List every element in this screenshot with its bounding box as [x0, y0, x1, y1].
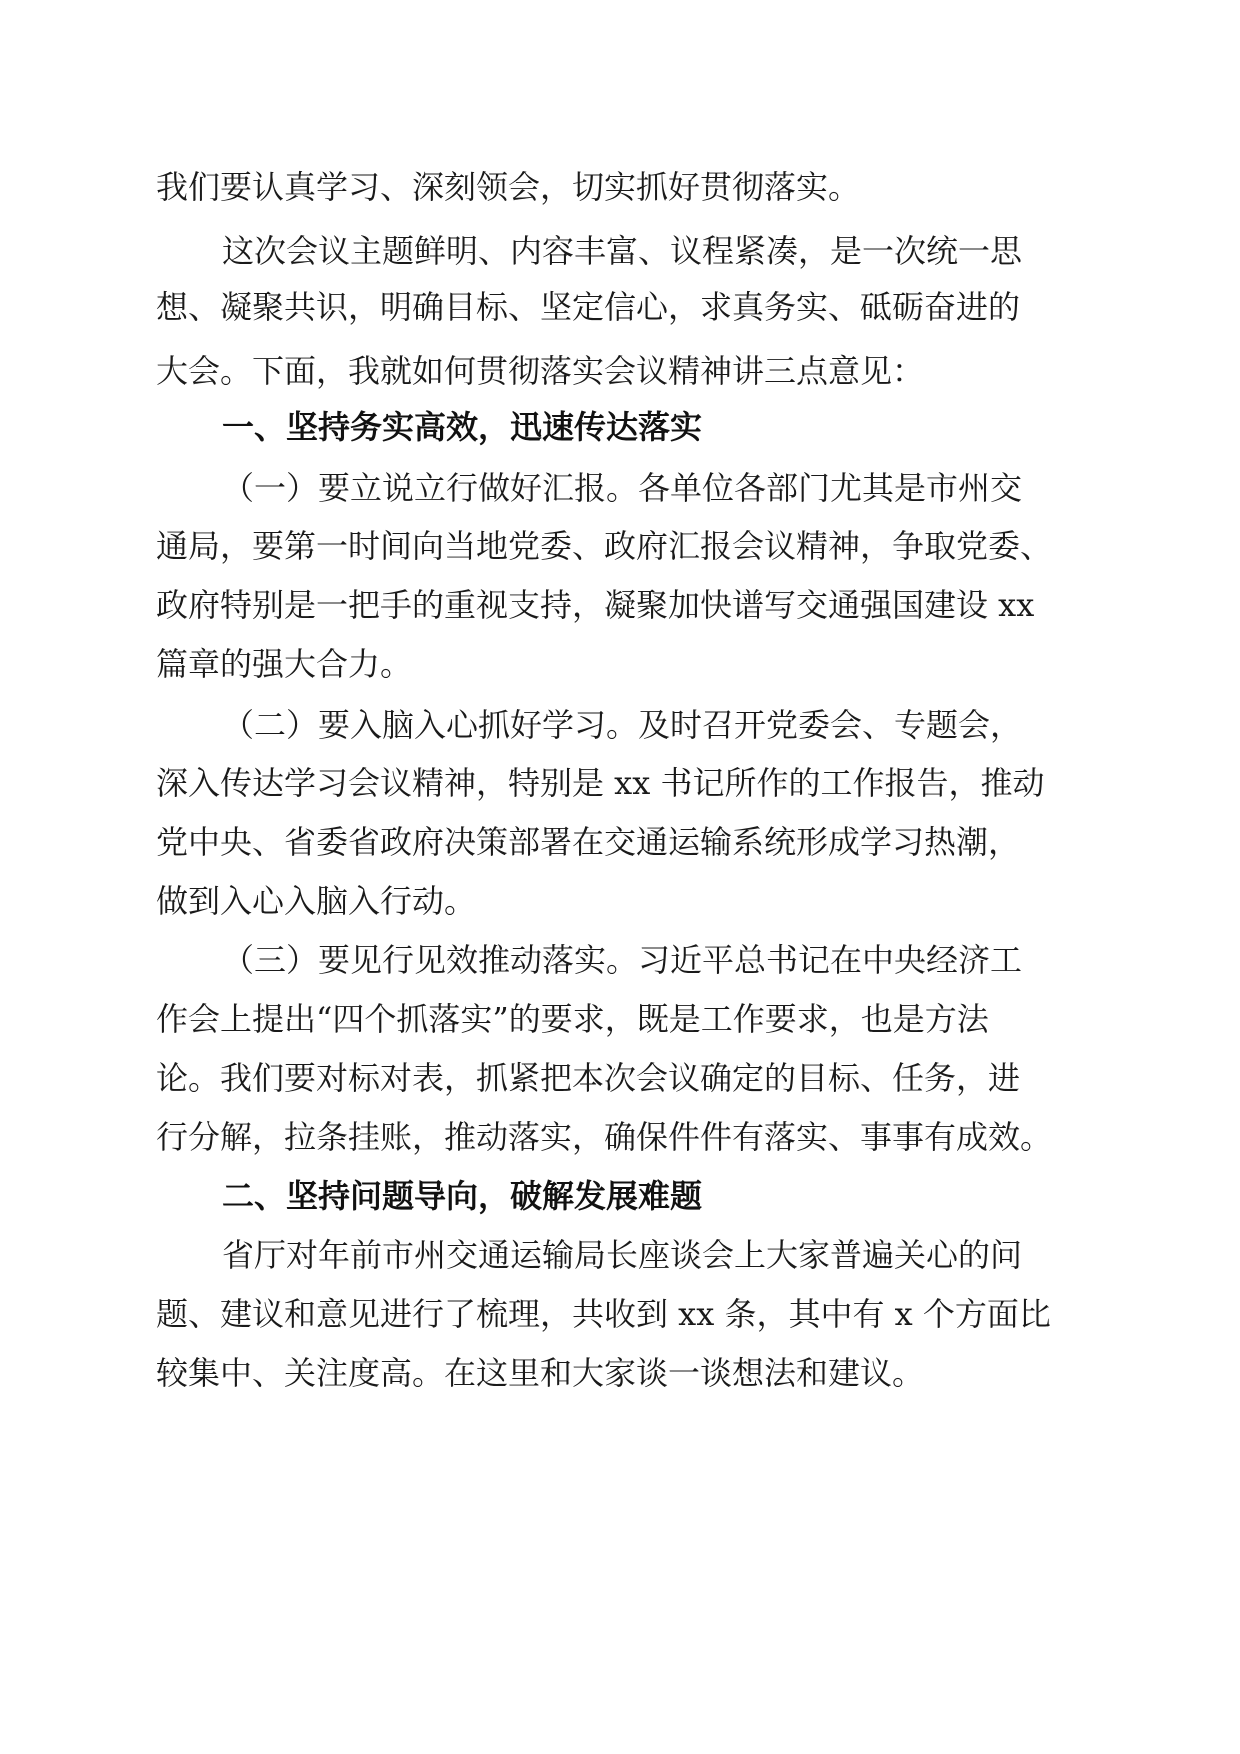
paragraph-line: （二）要入脑入心抓好学习。及时召开党委会、专题会， [222, 706, 1023, 744]
paragraph-line: 党中央、省委省政府决策部署在交通运输系统形成学习热潮， [156, 823, 1021, 861]
paragraph-line: 大会。下面，我就如何贯彻落实会议精神讲三点意见： [156, 352, 925, 390]
paragraph-line: （一）要立说立行做好汇报。各单位各部门尤其是市州交 [222, 469, 1023, 507]
paragraph-line: （三）要见行见效推动落实。习近平总书记在中央经济工 [222, 941, 1023, 979]
paragraph-line: 想、凝聚共识，明确目标、坚定信心，求真务实、砥砺奋进的 [156, 288, 1021, 326]
paragraph-line: 做到入心入脑入行动。 [156, 882, 477, 920]
section-heading: 二、坚持问题导向，破解发展难题 [222, 1177, 703, 1215]
paragraph-line: 这次会议主题鲜明、内容丰富、议程紧凑，是一次统一思 [222, 232, 1023, 270]
paragraph-line: 行分解，拉条挂账，推动落实，确保件件有落实、事事有成效。 [156, 1118, 1053, 1156]
paragraph-line: 论。我们要对标对表，抓紧把本次会议确定的目标、任务，进 [156, 1059, 1021, 1097]
paragraph-line: 深入传达学习会议精神，特别是 xx 书记所作的工作报告，推动 [156, 764, 1045, 802]
section-heading: 一、坚持务实高效，迅速传达落实 [222, 408, 703, 446]
paragraph-line: 通局，要第一时间向当地党委、政府汇报会议精神，争取党委、 [156, 527, 1053, 565]
paragraph-line: 政府特别是一把手的重视支持，凝聚加快谱写交通强国建设 xx [156, 586, 1035, 624]
paragraph-line: 篇章的强大合力。 [156, 645, 413, 683]
paragraph-line: 较集中、关注度高。在这里和大家谈一谈想法和建议。 [156, 1354, 925, 1392]
paragraph-line: 作会上提出“四个抓落实”的要求，既是工作要求，也是方法 [156, 1000, 989, 1038]
paragraph-line: 题、建议和意见进行了梳理，共收到 xx 条，其中有 x 个方面比 [156, 1295, 1051, 1333]
paragraph-line: 省厅对年前市州交通运输局长座谈会上大家普遍关心的问 [222, 1236, 1023, 1274]
paragraph-line: 我们要认真学习、深刻领会，切实抓好贯彻落实。 [156, 168, 861, 206]
